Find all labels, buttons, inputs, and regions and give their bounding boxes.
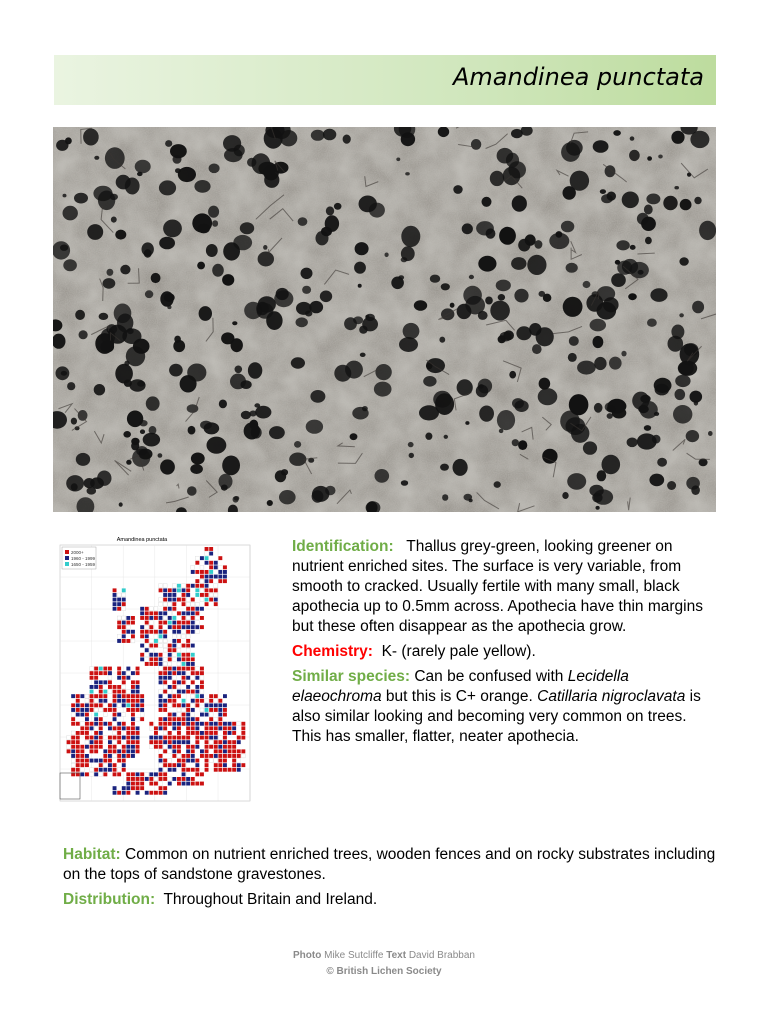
text-credit-name: David Brabban [408, 950, 475, 961]
similar-text-3: is also similar looking and becoming very common on trees. This has smaller, flatter, neater apothecia. [292, 688, 701, 745]
similar-species-label: Similar species: [292, 668, 411, 685]
credits-line [0, 948, 768, 964]
distribution-label: Distribution: [63, 891, 156, 908]
channel-islands-inset [60, 773, 80, 799]
society-credit: © British Lichen Society [326, 966, 442, 977]
identification-paragraph [292, 537, 712, 637]
identification-label: Identification: [292, 538, 394, 555]
legend-swatch-1650 [65, 562, 69, 566]
legend-label-1960: 1960 - 1999 [71, 556, 96, 561]
title-band [54, 55, 716, 105]
map-title: Amandinea punctata [116, 537, 168, 543]
identification-block [292, 537, 712, 752]
legend-label-1650: 1650 - 1959 [71, 562, 96, 567]
similar-species-1: Lecidella elaeochroma [292, 668, 629, 705]
text-credit-label: Text [386, 950, 407, 961]
habitat-block [63, 845, 723, 915]
similar-text-2: but this is C+ orange. [385, 688, 533, 705]
habitat-paragraph [63, 845, 723, 885]
chemistry-label: Chemistry: [292, 643, 373, 660]
similar-species-2: Catillaria nigroclavata [537, 688, 686, 705]
page-title: Amandinea punctata [452, 63, 704, 91]
similar-species-paragraph [292, 667, 712, 747]
photo-credit-name: Mike Sutcliffe [324, 950, 384, 961]
habitat-text: Common on nutrient enriched trees, wooden fences and on rocky substrates including on the tops of sandstone gravestones. [63, 846, 716, 883]
chemistry-paragraph [292, 642, 712, 662]
legend-label-2000: 2000+ [71, 550, 84, 555]
distribution-paragraph [63, 890, 723, 910]
legend-swatch-1960 [65, 556, 69, 560]
photo-credit-label: Photo [293, 950, 322, 961]
legend-swatch-2000 [65, 550, 69, 554]
distribution-map [54, 533, 252, 805]
lichen-photo [53, 127, 716, 512]
identification-text: Thallus grey-green, looking greener on nutrient enriched sites. The surface is very variable, from smooth to cracked. Usually fertile with many small, black apothecia up to 0.5mm across. Apothecia have thin margins but these often disappear as the apothecia grow. [292, 538, 703, 635]
similar-text-1: Can be confused with [414, 668, 564, 685]
distribution-text: Throughout Britain and Ireland. [163, 891, 378, 908]
habitat-label: Habitat: [63, 846, 121, 863]
credits [0, 948, 768, 980]
chemistry-text: K- (rarely pale yellow). [381, 643, 536, 660]
